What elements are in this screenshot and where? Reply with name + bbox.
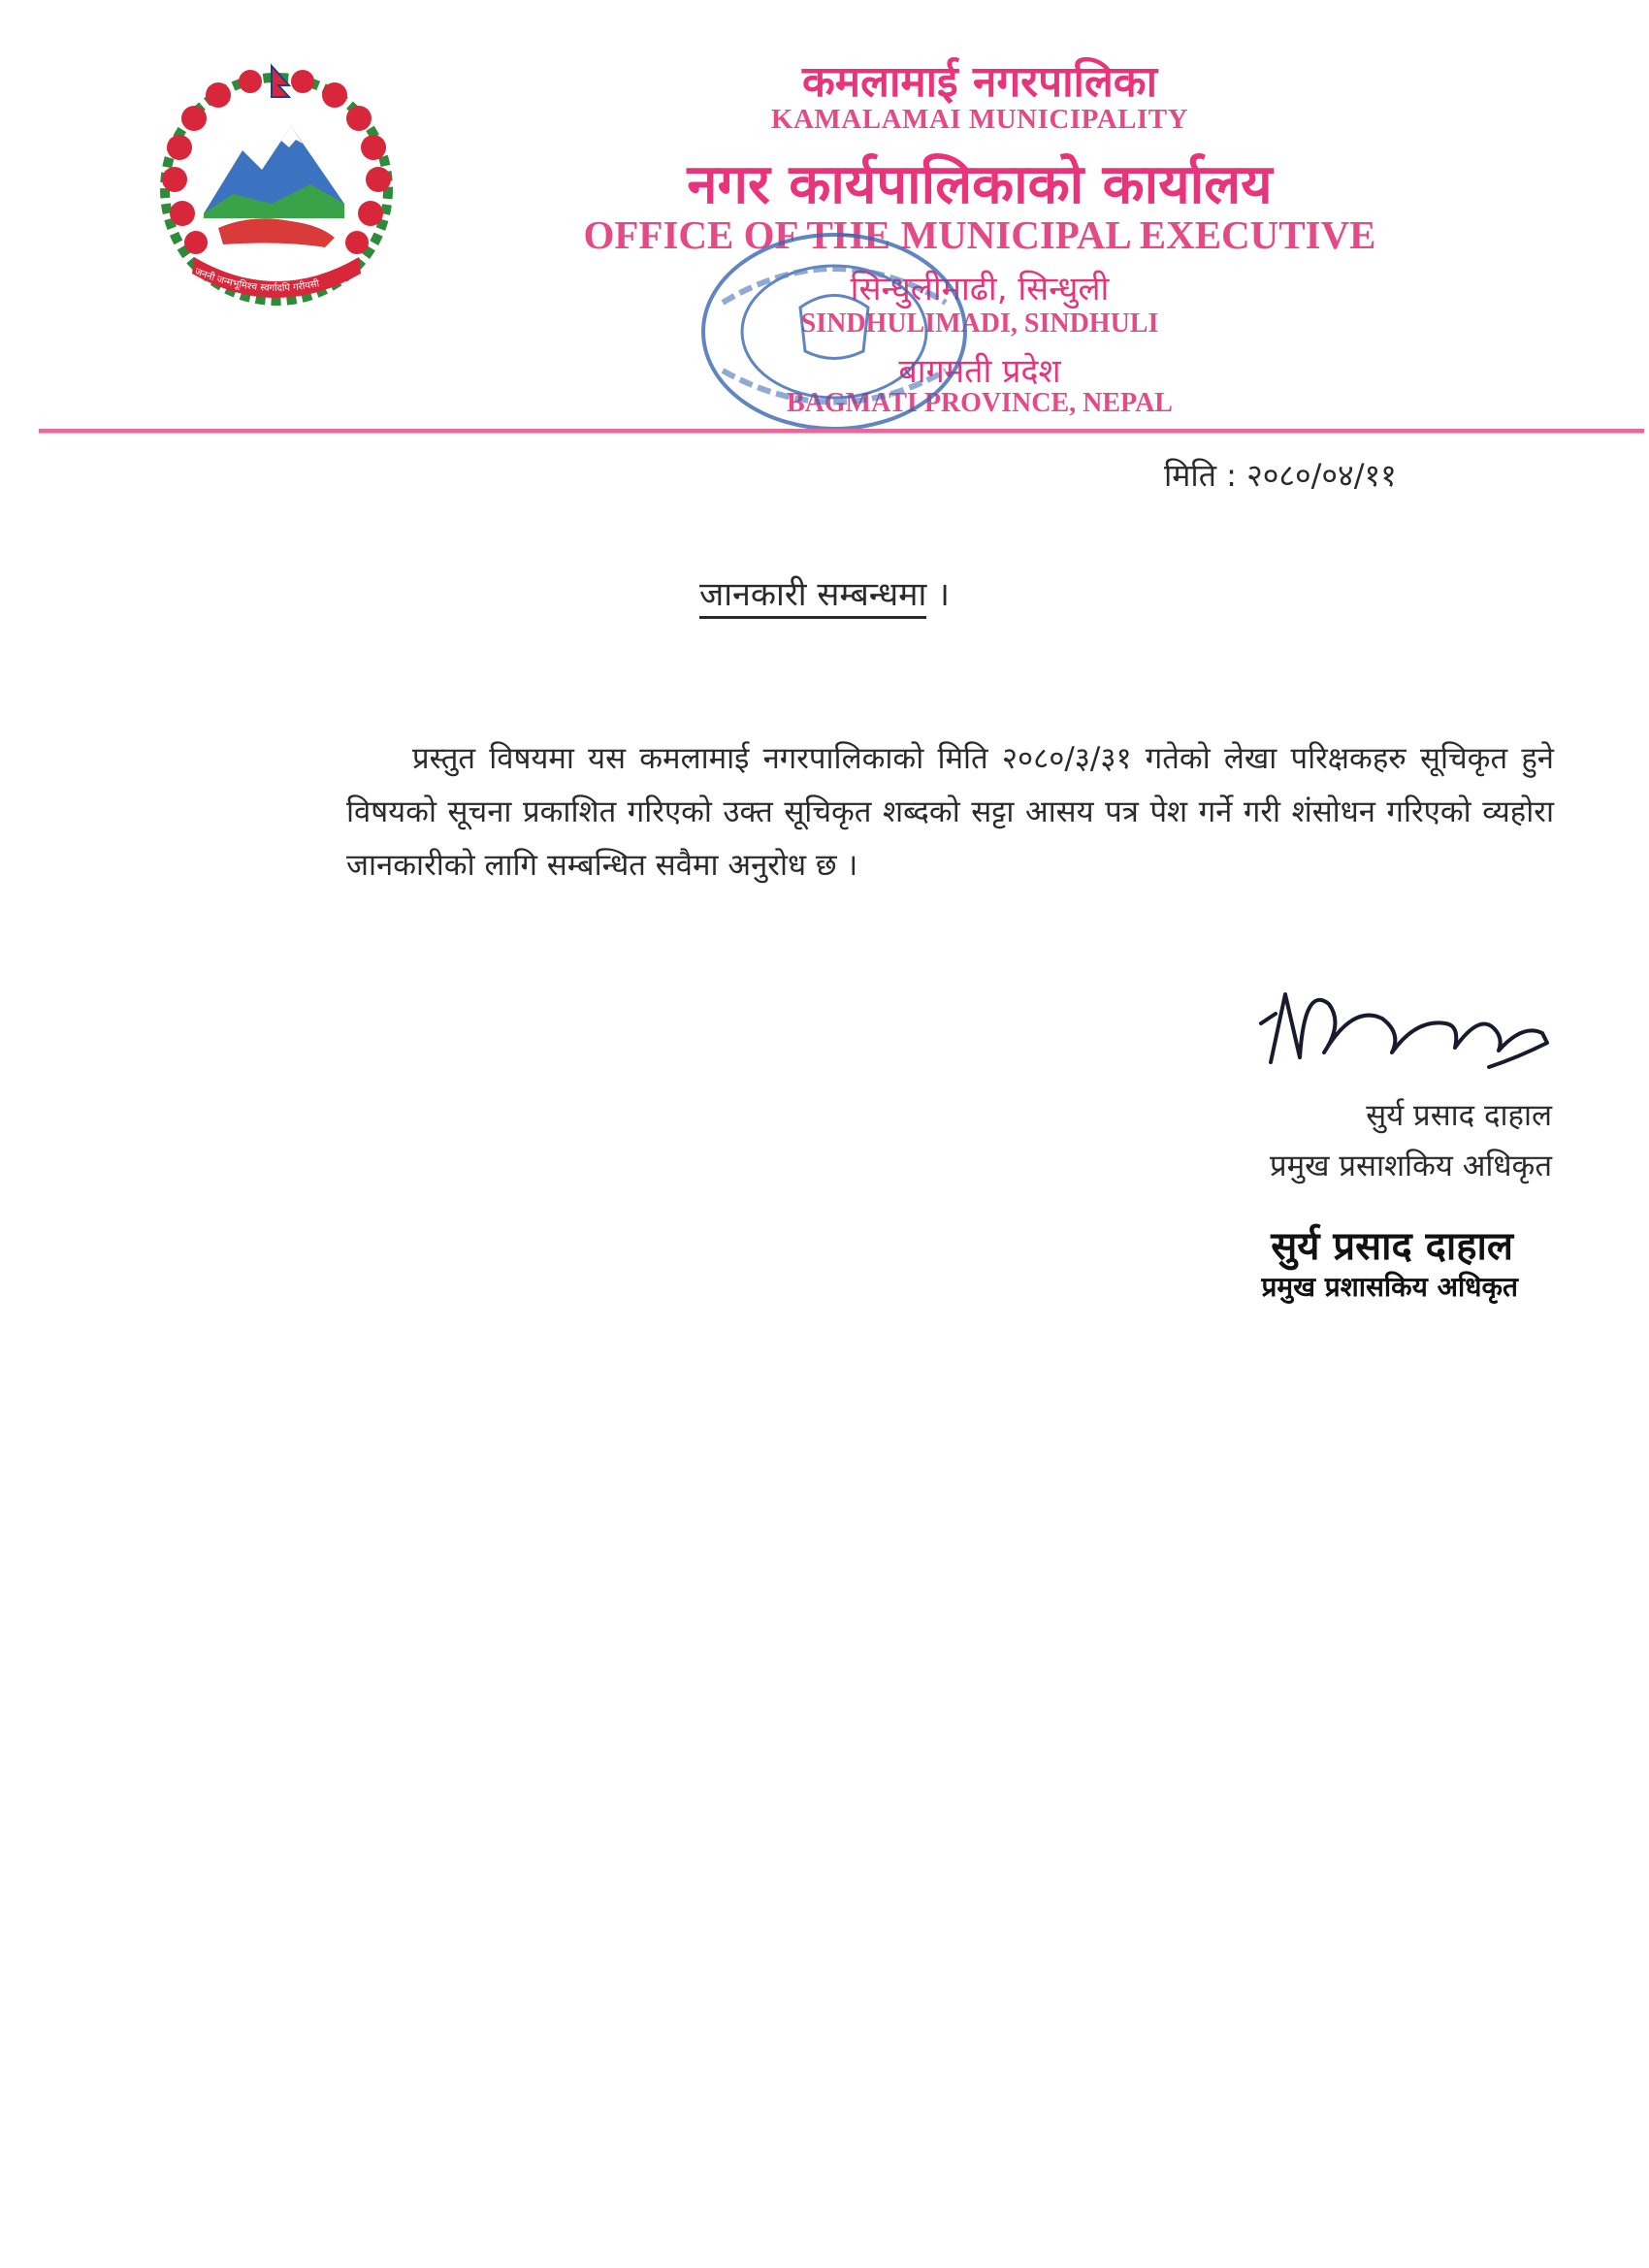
handwritten-signature [1246, 965, 1567, 1082]
location-nepali: सिन्धुलीमाढी, सिन्धुली [850, 270, 1110, 308]
signatory-name: सुर्य प्रसाद दाहाल [1366, 1098, 1552, 1133]
subject-text: जानकारी सम्बन्धमा [699, 575, 926, 619]
nepal-emblem-icon [136, 58, 417, 315]
location-english: SINDHULIMADI, SINDHULI [800, 308, 1159, 339]
date-label: मिति : [1164, 457, 1237, 494]
office-seal-icon [694, 225, 975, 438]
office-name-english: OFFICE OF THE MUNICIPAL EXECUTIVE [583, 212, 1376, 257]
province-english: BAGMATI PROVINCE, NEPAL [787, 388, 1173, 418]
municipality-name-english: KAMALAMAI MUNICIPALITY [770, 104, 1189, 135]
letterhead-divider [39, 429, 1644, 434]
date-value: २०८०/०४/११ [1246, 457, 1397, 494]
letter-body-paragraph: प्रस्तुत विषयमा यस कमलामाई नगरपालिकाको मिति २०८०/३/३१ गतेको लेखा परिक्षकहरु सूचिकृत हुने विषयको सूचना प्रकाशित गरिएको उक्त सूचिकृत शब्दको सट्टा आसय पत्र पेश गर्ने गरी शंसोधन गरिएको व्यहोरा जानकारीको लागि सम्बन्धित सवैमा अनुरोध छ । [346, 741, 1554, 883]
subject-terminator: । [937, 575, 950, 614]
signatory-stamp-title: प्रमुख प्रशासकिय अधिकृत [1261, 1271, 1518, 1303]
municipality-name-nepali: कमलामाई नगरपालिका [802, 57, 1157, 107]
office-name-nepali: नगर कार्यपालिकाको कार्यालय [687, 153, 1273, 216]
letter-date [1164, 454, 1397, 496]
province-nepali: बागमती प्रदेश [898, 352, 1061, 391]
signatory-stamp-name: सुर्य प्रसाद दाहाल [1271, 1224, 1513, 1269]
letter-subject [0, 570, 1649, 615]
signatory-title: प्रमुख प्रसाशकिय अधिकृत [1269, 1149, 1552, 1183]
emblem-motto: जननी जन्मभूमिश्च स्वर्गादपि गरीयसी [193, 266, 321, 295]
